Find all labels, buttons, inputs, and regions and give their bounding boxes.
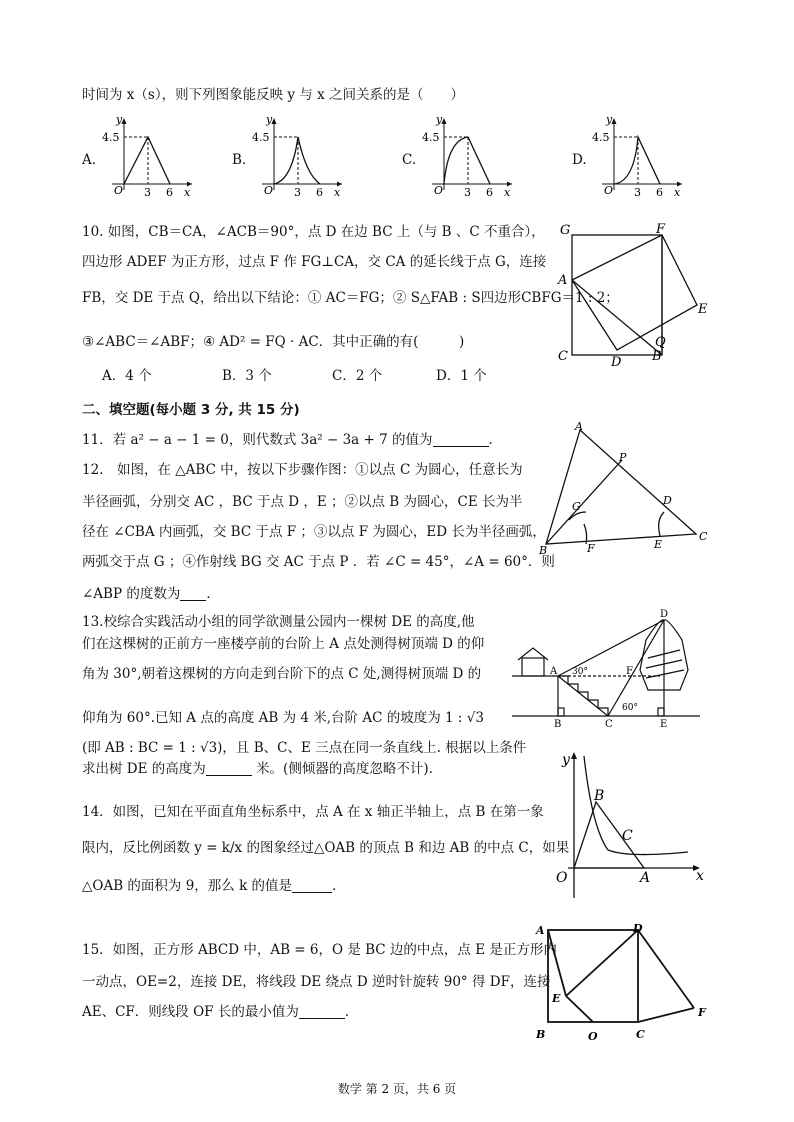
q10-line-1: 10. 如图，CB＝CA，∠ACB＝90°，点 D 在边 BC 上（与 B 、C 不重合）， <box>82 224 545 240</box>
q14-label-c: C <box>622 828 633 844</box>
q9-d-tick-3: 3 <box>634 186 641 196</box>
q13-label-c: C <box>605 719 613 728</box>
q12-line-4: 两弧交于点 G ；④作射线 BG 交 AC 于点 P ．若 ∠C = 45°，∠A = 60°．则 <box>82 554 555 570</box>
q11-end: ． <box>488 432 502 448</box>
q9-a-x-label: x <box>184 186 191 196</box>
q15-label-f: F <box>698 1006 706 1019</box>
q10-label-e: E <box>698 302 708 317</box>
q9-c-x-label: x <box>504 186 511 196</box>
q13-line-3: 角为 30°,朝着这棵树的方向走到台阶下的点 C 处,测得树顶端 D 的 <box>82 666 482 682</box>
q14-end: ． <box>332 878 346 894</box>
q9-graph-b <box>250 112 350 196</box>
q9-text: 时间为 x（s），则下列图象能反映 y 与 x 之间关系的是（ ） <box>82 87 464 103</box>
page-footer: 数学 第 2 页，共 6 页 <box>337 1082 457 1096</box>
q9-b-x-label: x <box>334 186 341 196</box>
q15-label-b: B <box>536 1028 546 1041</box>
q13-line-2: 们在这棵树的正前方一座楼亭前的台阶上 A 点处测得树顶端 D 的仰 <box>82 636 485 652</box>
q9-b-tick-6: 6 <box>316 186 323 196</box>
q9-d-ymax: 4.5 <box>592 131 610 144</box>
q10-label-f: F <box>656 222 666 237</box>
q10-figure <box>552 220 722 370</box>
q13-label-e: E <box>660 719 668 728</box>
q9-option-b-label: B. <box>232 152 247 168</box>
q13-line-4: 仰角为 60°.已知 A 点的高度 AB 为 4 米,台阶 AC 的坡度为 1 : √3 <box>82 710 484 726</box>
q11-question: 11．若 a² − a − 1 = 0，则代数式 3a² − 3a + 7 的值为 <box>82 432 433 448</box>
q11-text <box>82 428 502 448</box>
q12-answer-blank[interactable] <box>180 586 206 601</box>
q9-option-c-label: C. <box>402 152 417 168</box>
q15-figure <box>530 920 720 1046</box>
q13-label-d: D <box>660 609 669 620</box>
q10-choice-d: D．1 个 <box>436 368 487 384</box>
q12-label-d: D <box>663 494 672 507</box>
q9-a-tick-6: 6 <box>166 186 173 196</box>
q12-figure <box>536 420 716 560</box>
q10-choice-c: C．2 个 <box>332 368 383 384</box>
q14-label-b: B <box>594 788 605 804</box>
q14-line-1: 14．如图，已知在平面直角坐标系中，点 A 在 x 轴正半轴上，点 B 在第一象 <box>82 804 544 820</box>
q9-c-origin: O <box>434 184 444 196</box>
q12-label-f: F <box>587 542 595 555</box>
q12-label-e: E <box>654 538 663 551</box>
q14-answer-blank[interactable] <box>292 878 332 893</box>
q14-line-2: 限内，反比例函数 y = k/x 的图象经过△OAB 的顶点 B 和边 AB 的中点 C，如果 <box>82 840 570 856</box>
q13-end: 米。(侧倾器的高度忽略不计). <box>256 761 433 777</box>
q10-line-3: FB，交 DE 于点 Q，给出以下结论：① AC＝FG；② S△FAB : S四边形CBFG＝1 : 2； <box>82 290 619 306</box>
q11-answer-blank[interactable] <box>433 432 489 447</box>
q10-label-q: Q <box>655 335 666 350</box>
q12-question: ∠ABP 的度数为 <box>82 586 181 602</box>
q10-label-b: B <box>652 349 662 364</box>
q15-label-o: O <box>588 1030 598 1043</box>
q15-label-a: A <box>536 924 545 937</box>
q15-question: AE、CF．则线段 OF 长的最小值为 <box>82 1004 299 1020</box>
q14-label-x: x <box>696 868 704 884</box>
q13-figure <box>510 608 706 728</box>
q14-question: △OAB 的面积为 9，那么 k 的值是 <box>82 878 293 894</box>
q10-choice-a: A．4 个 <box>102 368 152 384</box>
q9-a-tick-3: 3 <box>144 186 151 196</box>
q9-b-tick-3: 3 <box>294 186 301 196</box>
q13-angle-30: 30° <box>572 667 588 677</box>
q10-choice-b: B．3 个 <box>222 368 272 384</box>
q9-graph-a <box>100 112 200 196</box>
q9-d-tick-6: 6 <box>656 186 663 196</box>
q9-b-origin: O <box>264 184 274 196</box>
q9-a-y-label: y <box>116 113 123 126</box>
q12-line-5 <box>82 582 220 602</box>
q13-label-a: A <box>550 666 558 677</box>
q14-label-o: O <box>556 870 568 886</box>
q15-answer-blank[interactable] <box>299 1004 345 1019</box>
q9-option-a-label: A. <box>82 152 97 168</box>
q12-line-1: 12. 如图，在 △ABC 中，按以下步骤作图：①以点 C 为圆心，任意长为 <box>82 462 523 478</box>
q9-d-origin: O <box>604 184 614 196</box>
q9-a-ymax: 4.5 <box>102 131 120 144</box>
q15-line-2: 一动点，OE=2，连接 DE，将线段 DE 绕点 D 逆时针旋转 90° 得 DF，连接 <box>82 974 551 990</box>
q14-figure <box>548 748 712 908</box>
q15-line-3 <box>82 1000 358 1020</box>
q9-d-x-label: x <box>674 186 681 196</box>
q15-label-e: E <box>552 992 561 1005</box>
q10-label-c: C <box>558 349 568 364</box>
q9-b-ymax: 4.5 <box>252 131 270 144</box>
q13-line-6 <box>82 757 433 777</box>
q13-answer-blank[interactable] <box>206 761 252 776</box>
q13-line-1: 13.校综合实践活动小组的同学欲测量公园内一棵树 DE 的高度,他 <box>82 614 475 630</box>
section-fill-in-title: 二、填空题(每小题 3 分, 共 15 分) <box>82 402 300 418</box>
q12-label-b: B <box>539 544 548 557</box>
q12-line-2: 半径画弧，分别交 AC ，BC 于点 D ，E ；②以点 B 为圆心，CE 长为半 <box>82 494 523 510</box>
q10-label-a: A <box>558 273 568 288</box>
q12-label-g: G <box>572 500 581 513</box>
q12-label-p: P <box>619 451 627 464</box>
q14-label-y: y <box>562 752 570 768</box>
q9-b-y-label: y <box>266 113 273 126</box>
q12-line-3: 径在 ∠CBA 内画弧，交 BC 于点 F ；③以点 F 为圆心，ED 长为半径画弧， <box>82 524 546 540</box>
q9-graph-c <box>420 112 520 196</box>
q10-line-2: 四边形 ADEF 为正方形，过点 F 作 FG⊥CA，交 CA 的延长线于点 G，连接 <box>82 254 547 270</box>
q10-label-d: D <box>611 355 622 370</box>
q9-d-y-label: y <box>606 113 613 126</box>
q10-line-4: ③∠ABC＝∠ABF；④ AD² = FQ · AC．其中正确的有( ) <box>82 334 465 350</box>
q13-label-b: B <box>554 719 562 728</box>
q13-label-f: F <box>626 666 633 677</box>
q9-c-ymax: 4.5 <box>422 131 440 144</box>
q12-end: ． <box>206 586 220 602</box>
q9-a-origin: O <box>114 184 124 196</box>
q13-question: 求出树 DE 的高度为 <box>82 761 206 777</box>
q14-label-a: A <box>640 870 651 886</box>
q9-c-tick-6: 6 <box>486 186 493 196</box>
q13-angle-60: 60° <box>622 703 638 713</box>
q9-c-y-label: y <box>436 113 443 126</box>
q15-label-d: D <box>633 922 643 935</box>
q9-option-d-label: D. <box>572 152 587 168</box>
q12-label-c: C <box>699 530 708 543</box>
q9-c-tick-3: 3 <box>464 186 471 196</box>
q15-end: ． <box>344 1004 359 1020</box>
q13-line-5: (即 AB : BC = 1 : √3)，且 B、C、E 三点在同一条直线上. 根据以上条件 <box>82 740 527 756</box>
q12-label-a: A <box>575 420 583 433</box>
q15-line-1: 15．如图，正方形 ABCD 中，AB = 6，O 是 BC 边的中点，点 E 是正方形内 <box>82 942 557 958</box>
q9-graph-d <box>590 112 690 196</box>
q10-label-g: G <box>560 223 571 238</box>
q14-line-3 <box>82 874 346 894</box>
q15-label-c: C <box>636 1028 645 1041</box>
